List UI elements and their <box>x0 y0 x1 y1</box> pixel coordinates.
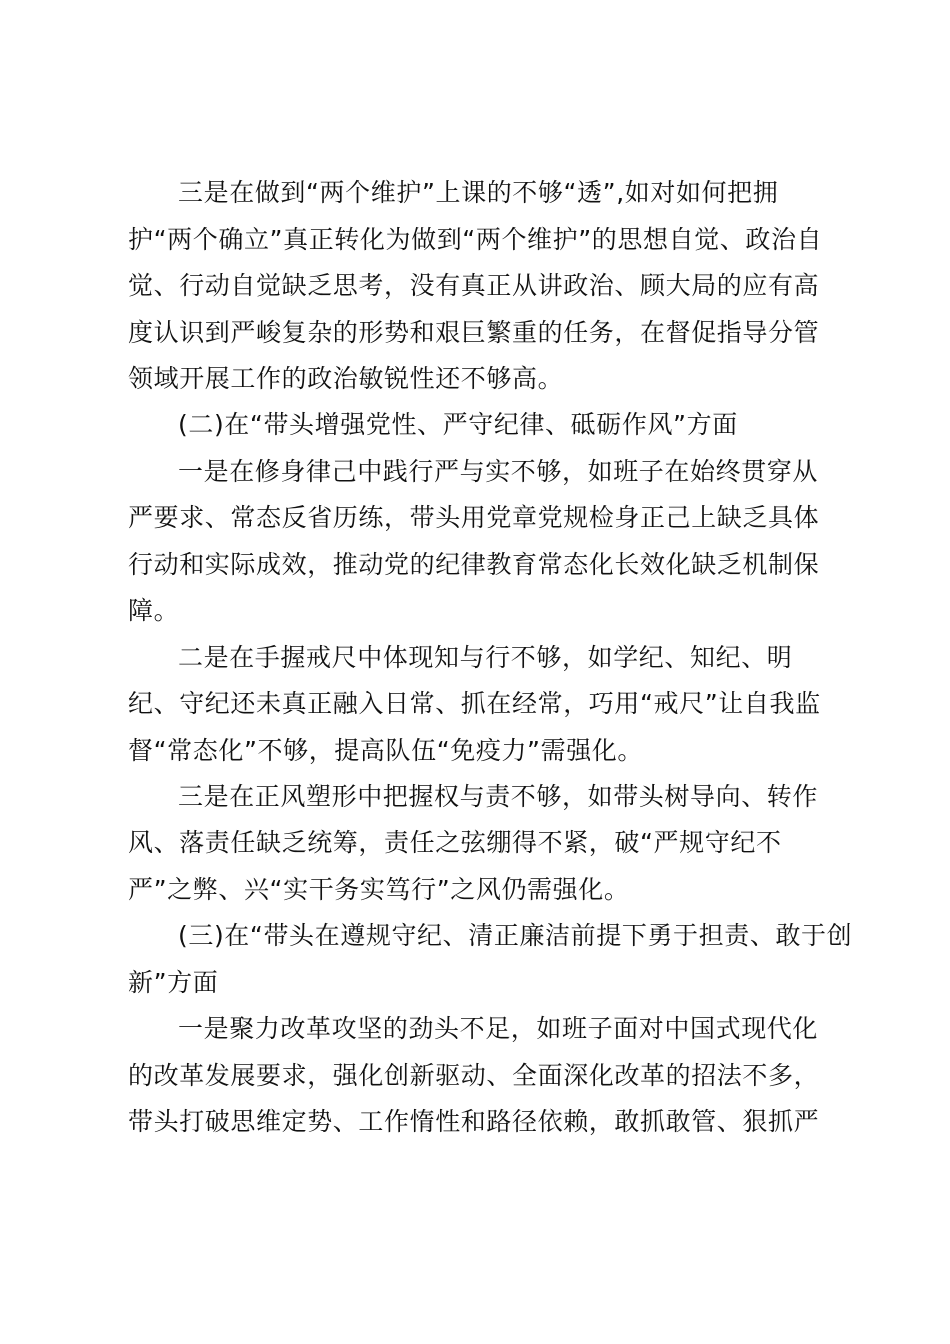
text-line: 度认识到严峻复杂的形势和艰巨繁重的任务，在督促指导分管 <box>128 318 820 347</box>
section-heading: (二)在“带头增强党性、严守纪律、砥砺作风”方面 <box>178 410 738 439</box>
text-line: 带头打破思维定势、工作惰性和路径依赖，敢抓敢管、狠抓严 <box>128 1107 820 1136</box>
text-line: 领域开展工作的政治敏锐性还不够高。 <box>128 364 564 393</box>
text-line: 三是在正风塑形中把握权与责不够，如带头树导向、转作 <box>178 782 819 811</box>
text-line: 严”之弊、兴“实干务实笃行”之风仍需强化。 <box>128 875 630 904</box>
text-line: 觉、行动自觉缺乏思考，没有真正从讲政治、顾大局的应有高 <box>128 271 820 300</box>
text-line: 障。 <box>128 596 180 625</box>
text-line: 行动和实际成效，推动党的纪律教育常态化长效化缺乏机制保 <box>128 550 820 579</box>
text-line: 二是在手握戒尺中体现知与行不够，如学纪、知纪、明 <box>178 643 793 672</box>
text-line: 风、落责任缺乏统筹，责任之弦绷得不紧，破“严规守纪不 <box>128 828 782 857</box>
text-line: 的改革发展要求，强化创新驱动、全面深化改革的招法不多， <box>128 1061 820 1090</box>
text-line: 严要求、常态反省历练，带头用党章党规检身正己上缺乏具体 <box>128 503 820 532</box>
text-line: 三是在做到“两个维护”上课的不够“透”,如对如何把拥 <box>178 178 779 207</box>
text-line: 纪、守纪还未真正融入日常、抓在经常，巧用“戒尺”让自我监 <box>128 689 821 718</box>
text-line: 护“两个确立”真正转化为做到“两个维护”的思想自觉、政治自 <box>128 225 823 254</box>
section-heading: (三)在“带头在遵规守纪、清正廉洁前提下勇于担责、敢于创 <box>178 921 853 950</box>
text-line: 一是聚力改革攻坚的劲头不足，如班子面对中国式现代化 <box>178 1014 819 1043</box>
section-heading-continued: 新”方面 <box>128 968 219 997</box>
text-line: 一是在修身律己中践行严与实不够，如班子在始终贯穿从 <box>178 457 819 486</box>
text-line: 督“常态化”不够，提高队伍“免疫力”需强化。 <box>128 736 644 765</box>
